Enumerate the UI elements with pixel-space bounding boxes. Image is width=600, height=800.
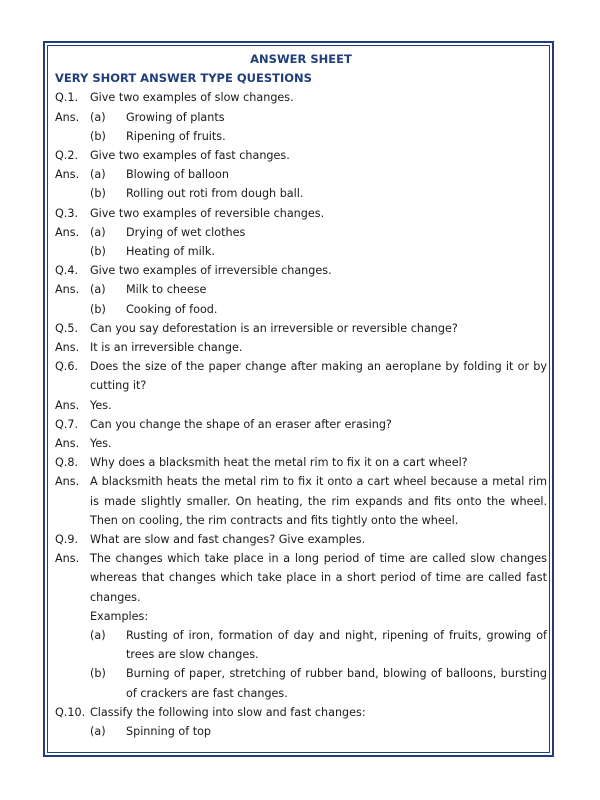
- qa-row: [55, 127, 547, 146]
- qa-row: [55, 300, 547, 319]
- row-prefix: Q.1.: [55, 91, 79, 105]
- qa-row: [55, 319, 547, 338]
- qa-row: [55, 453, 547, 472]
- answer-sheet-content: [55, 49, 547, 741]
- row-text: Give two examples of slow changes.: [90, 91, 294, 105]
- row-sub-label: (a): [90, 629, 106, 643]
- row-text: Rolling out roti from dough ball.: [126, 187, 304, 201]
- row-prefix: Q.4.: [55, 264, 79, 278]
- row-sub-label: (a): [90, 725, 106, 739]
- qa-row: [55, 396, 547, 415]
- row-text: Yes.: [90, 437, 112, 451]
- row-text: Yes.: [90, 398, 112, 412]
- row-text: A blacksmith heats the metal rim to fix it onto a cart wheel because a metal rim is made slightly smaller. On heating, the rim expands and fits onto the wheel. Then on cooling, the rim contracts and fits tightly onto the wheel.: [90, 475, 547, 527]
- row-prefix: Q.5.: [55, 321, 79, 335]
- row-sub-label: (a): [90, 225, 106, 239]
- qa-row: [55, 530, 547, 549]
- qa-row: [55, 607, 547, 626]
- qa-row: [55, 722, 547, 741]
- row-text: Can you say deforestation is an irreversible or reversible change?: [90, 321, 458, 335]
- row-text: Heating of milk.: [126, 245, 215, 259]
- qa-row: [55, 664, 547, 702]
- row-prefix: Ans.: [55, 437, 80, 451]
- row-text: Drying of wet clothes: [126, 225, 246, 239]
- row-text: Give two examples of reversible changes.: [90, 206, 325, 220]
- qa-row: [55, 261, 547, 280]
- qa-row: [55, 165, 547, 184]
- row-sub-label: (b): [90, 302, 106, 316]
- row-text: Why does a blacksmith heat the metal rim to fix it on a cart wheel?: [90, 456, 468, 470]
- row-text: Milk to cheese: [126, 283, 207, 297]
- row-prefix: Q.10.: [55, 705, 86, 719]
- row-text: Does the size of the paper change after making an aeroplane by folding it or by cutting it?: [90, 360, 547, 393]
- row-text: The changes which take place in a long period of time are called slow changes whereas that changes which take place in a short period of time are called fast changes.: [90, 552, 547, 604]
- qa-row: [55, 703, 547, 722]
- qa-row: [55, 549, 547, 607]
- row-prefix: Q.3.: [55, 206, 79, 220]
- row-sub-label: (b): [90, 667, 106, 681]
- row-prefix: Ans.: [55, 168, 80, 182]
- qa-row: [55, 204, 547, 223]
- qa-row: [55, 146, 547, 165]
- sheet-title: ANSWER SHEET: [250, 52, 352, 66]
- row-text: It is an irreversible change.: [90, 341, 243, 355]
- row-prefix: Q.2.: [55, 149, 79, 162]
- qa-row: [55, 223, 547, 242]
- row-sub-label: (a): [90, 110, 106, 124]
- qa-row: [55, 338, 547, 357]
- row-text: What are slow and fast changes? Give examples.: [90, 533, 366, 547]
- row-sub-label: (b): [90, 129, 106, 143]
- row-prefix: Q.6.: [55, 360, 79, 374]
- row-prefix: Ans.: [55, 552, 80, 566]
- qa-row: [55, 415, 547, 434]
- row-prefix: Ans.: [55, 110, 80, 124]
- row-text: Spinning of top: [126, 725, 212, 739]
- qa-row: [55, 184, 547, 203]
- row-sub-label: (b): [90, 187, 106, 201]
- row-sub-label: (a): [90, 283, 106, 297]
- row-text: Examples:: [90, 609, 149, 623]
- qa-row: [55, 434, 547, 453]
- row-prefix: Ans.: [55, 225, 80, 239]
- qa-row: [55, 242, 547, 261]
- qa-row: [55, 472, 547, 530]
- row-text: Classify the following into slow and fast changes:: [90, 705, 366, 719]
- row-prefix: Q.9.: [55, 533, 79, 547]
- row-text: Blowing of balloon: [126, 168, 229, 182]
- row-prefix: Ans.: [55, 341, 80, 355]
- row-sub-label: (a): [90, 168, 106, 182]
- section-title: VERY SHORT ANSWER TYPE QUESTIONS: [55, 71, 312, 85]
- row-text: Give two examples of fast changes.: [90, 149, 290, 162]
- row-prefix: Q.7.: [55, 417, 79, 431]
- row-prefix: Ans.: [55, 283, 80, 297]
- row-text: Rusting of iron, formation of day and night, ripening of fruits, growing of trees are slow changes.: [126, 629, 547, 662]
- qa-row: [55, 108, 547, 127]
- row-text: Ripening of fruits.: [126, 129, 226, 143]
- qa-list: [55, 88, 547, 741]
- row-prefix: Ans.: [55, 475, 80, 489]
- row-prefix: Ans.: [55, 398, 80, 412]
- qa-row: [55, 357, 547, 395]
- row-text: Give two examples of irreversible changes.: [90, 264, 332, 278]
- row-text: Burning of paper, stretching of rubber band, blowing of balloons, bursting of crackers are fast changes.: [126, 667, 547, 700]
- row-text: Cooking of food.: [126, 302, 218, 316]
- row-text: Can you change the shape of an eraser after erasing?: [90, 417, 392, 431]
- qa-row: [55, 280, 547, 299]
- row-sub-label: (b): [90, 245, 106, 259]
- row-text: Growing of plants: [126, 110, 225, 124]
- qa-row: [55, 88, 547, 107]
- row-prefix: Q.8.: [55, 456, 79, 470]
- qa-row: [55, 626, 547, 664]
